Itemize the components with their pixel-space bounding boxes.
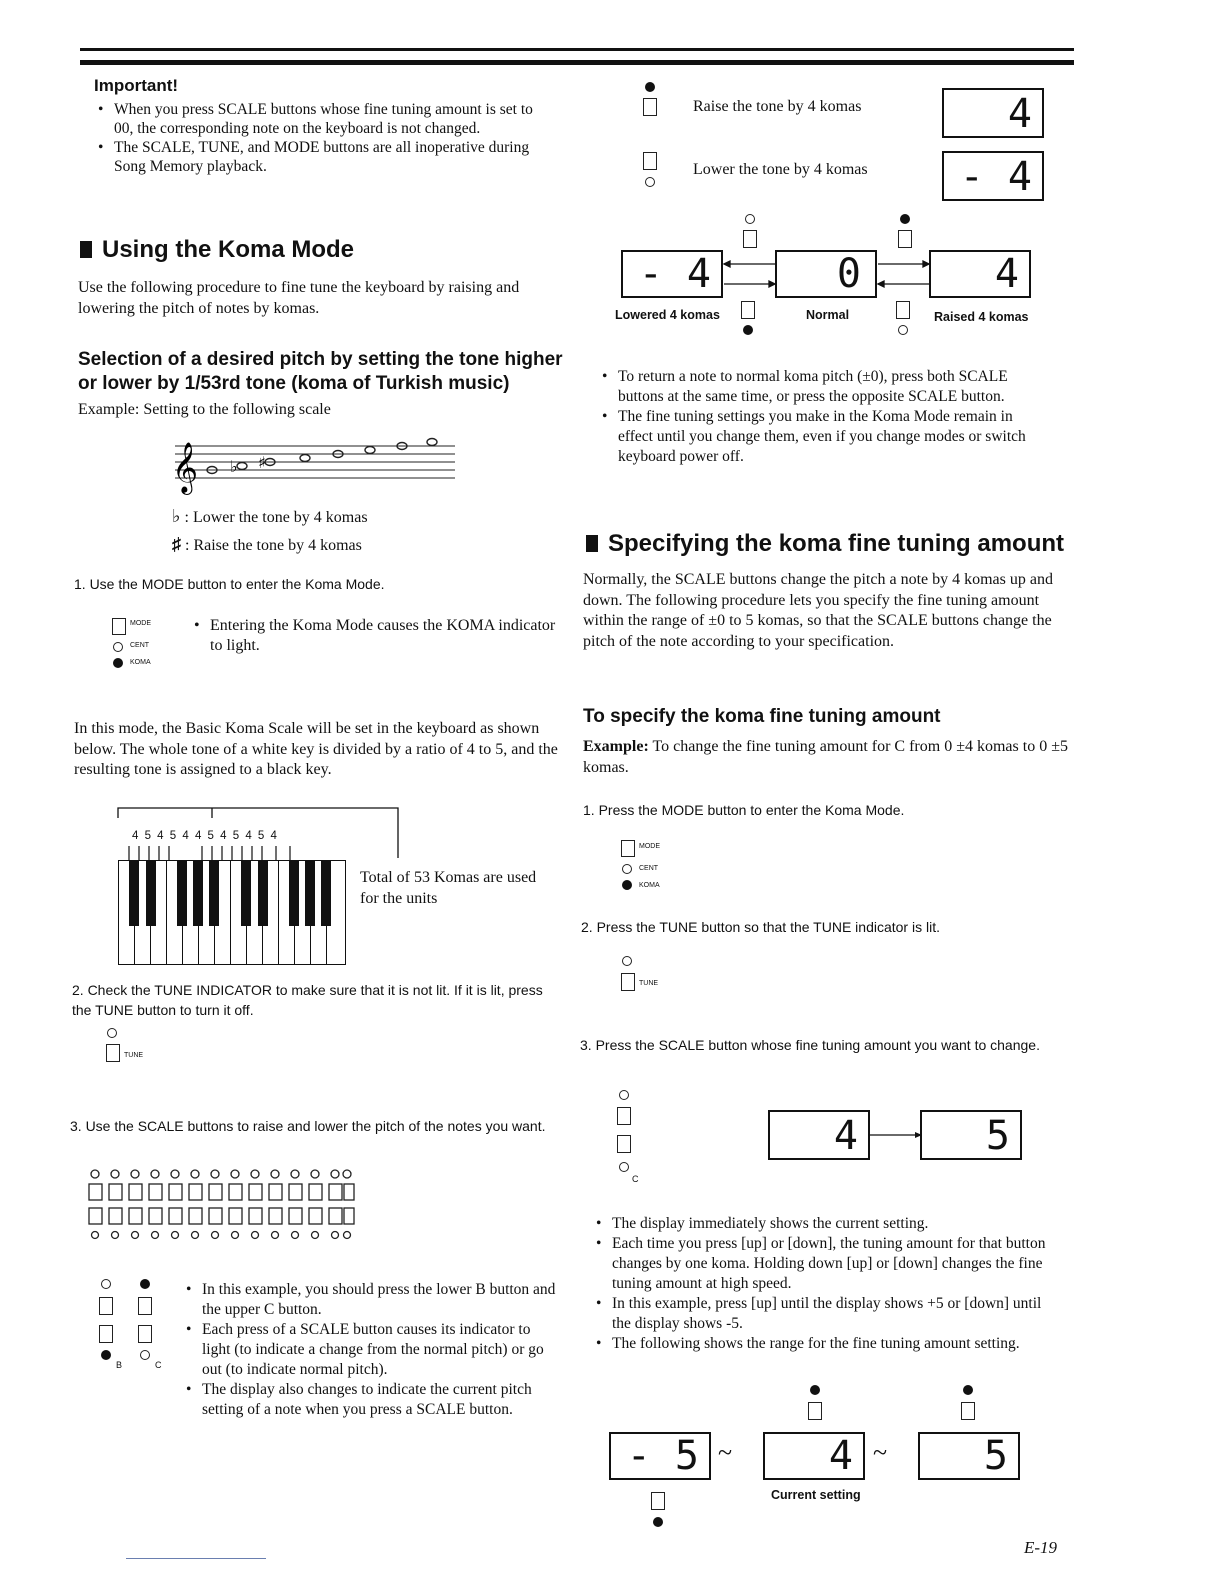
cent-label: CENT: [639, 865, 659, 872]
music-staff: [170, 430, 460, 500]
cent-indicator: [622, 864, 632, 874]
mode-button[interactable]: [621, 840, 635, 857]
low-bottom-indicator: [653, 1517, 663, 1527]
current-setting-caption: Current setting: [771, 1488, 861, 1502]
tune-label: TUNE: [124, 1052, 144, 1059]
raised-bottom-button[interactable]: [896, 301, 910, 319]
tune-panel-left: [104, 1028, 164, 1072]
koma-sub-heading-line2: or lower by 1/53rd tone (koma of Turkish music): [78, 373, 510, 394]
example-text: To change the fine tuning amount for C from 0 ±4 komas to 0 ±5 komas.: [583, 738, 1068, 776]
black-key: [289, 860, 299, 926]
range-mid-value: 4: [828, 1433, 853, 1479]
important-item: • When you press SCALE buttons whose fine tuning amount is set to 00, the corresponding note on the keyboard is not changed.: [98, 100, 538, 138]
lowered-caption: Lowered 4 komas: [615, 308, 720, 322]
low-bottom-button[interactable]: [651, 1492, 665, 1510]
lower-indicator: [645, 177, 655, 187]
koma-sub-heading: [78, 348, 568, 396]
header-rule-thin: [80, 48, 1074, 51]
fine-tuning-heading: [586, 530, 1064, 558]
koma-step-3: 3. Use the SCALE buttons to raise and lower the pitch of the notes you want.: [70, 1118, 546, 1134]
fine-step-2: 2. Press the TUNE button so that the TUNE indicator is lit.: [581, 919, 940, 935]
normal-caption: Normal: [806, 308, 850, 322]
fine-tuning-sub-heading: To specify the koma fine tuning amount: [583, 706, 941, 727]
koma-note: • The fine tuning settings you make in the Koma Mode remain in effect until you change them, even if you change modes or switch keyboard power off.: [602, 407, 1048, 467]
raised-display: [929, 250, 1031, 298]
koma-return-notes: [602, 367, 1048, 467]
heading-square-icon: [586, 535, 598, 552]
mode-label: MODE: [130, 620, 151, 627]
svg-text:♯: ♯: [258, 453, 266, 472]
fine-tuning-example: [583, 737, 1069, 778]
fine-note: • The following shows the range for the fine tuning amount setting.: [596, 1334, 1046, 1354]
black-key: [193, 860, 203, 926]
page-number: E-19: [1024, 1538, 1058, 1557]
tune-from-value: 4: [833, 1113, 858, 1159]
mid-top-button[interactable]: [808, 1402, 822, 1420]
b-lower-indicator: [101, 1350, 111, 1360]
tune-button[interactable]: [106, 1044, 120, 1062]
example-label: Example:: [583, 738, 649, 755]
raise-indicator: [645, 82, 655, 92]
mid-top-indicator: [810, 1385, 820, 1395]
raised-display-value: 4: [994, 251, 1019, 297]
header-rule-thick: [80, 60, 1074, 65]
b-upper-button[interactable]: [99, 1297, 113, 1315]
lowered-display-value: - 4: [638, 251, 711, 297]
black-key: [321, 860, 331, 926]
range-high-value: 5: [983, 1433, 1008, 1479]
lower-indicator: [619, 1162, 629, 1172]
lower-text: Lower the tone by 4 komas: [693, 161, 868, 178]
mode-button[interactable]: [112, 618, 126, 635]
lower-display-value: - 4: [959, 154, 1032, 200]
scale-buttons-right: [616, 1090, 656, 1185]
sharp-icon: ♯: [172, 534, 181, 554]
upper-scale-button[interactable]: [643, 98, 657, 116]
lower-scale-button[interactable]: [643, 152, 657, 170]
scale-buttons-array: [88, 1166, 358, 1244]
fine-step-1: 1. Press the MODE button to enter the Koma Mode.: [583, 802, 905, 818]
important-item: • The SCALE, TUNE, and MODE buttons are all inoperative during Song Memory playback.: [98, 138, 538, 176]
treble-clef-icon: 𝄞: [172, 442, 199, 493]
tilde-1: ~: [718, 1438, 733, 1467]
raised-top-indicator: [900, 214, 910, 224]
koma-mode-intro: Use the following procedure to fine tune the keyboard by raising and lowering the pitch of notes by komas.: [78, 279, 520, 317]
high-top-indicator: [963, 1385, 973, 1395]
koma-step-2: 2. Check the TUNE INDICATOR to make sure that it is not lit. If it is lit, press the TUNE button to turn it off.: [72, 982, 543, 1018]
b-label: B: [116, 1360, 123, 1370]
black-key: [241, 860, 251, 926]
tune-label: TUNE: [639, 980, 659, 987]
scale-note: • The display also changes to indicate the current pitch setting of a note when you press a SCALE button.: [186, 1380, 560, 1420]
tune-from-display: [768, 1110, 870, 1160]
koma-indicator: [113, 658, 123, 668]
koma-sub-heading-line1: Selection of a desired pitch by setting the tone higher: [78, 349, 563, 370]
koma-mode-heading-text: Using the Koma Mode: [102, 236, 355, 263]
tune-arrow: [868, 1130, 922, 1140]
koma-step1-notes: [194, 616, 560, 656]
cent-indicator: [113, 642, 123, 652]
lowered-bottom-indicator: [743, 325, 753, 335]
tilde-2: ~: [873, 1438, 888, 1467]
basic-koma-scale-text: In this mode, the Basic Koma Scale will be set in the keyboard as shown below. The whole tone of a white key is divided by a ratio of 4 to 5, and the resulting tone is assigned to a black key.: [74, 720, 558, 778]
fine-note: • The display immediately shows the current setting.: [596, 1214, 1046, 1234]
range-high-display: [918, 1432, 1020, 1480]
black-key: [177, 860, 187, 926]
black-key: [209, 860, 219, 926]
normal-display-value: 0: [836, 251, 861, 297]
b-lower-button[interactable]: [99, 1325, 113, 1343]
lower-display: [942, 151, 1044, 201]
important-list: [98, 100, 538, 176]
important-title: Important!: [94, 76, 179, 95]
c-lower-indicator: [140, 1350, 150, 1360]
lowered-display: [621, 250, 723, 298]
svg-text:♭: ♭: [230, 457, 238, 476]
raised-caption: Raised 4 komas: [934, 310, 1029, 324]
scale-step3-notes: [186, 1280, 560, 1420]
black-key: [129, 860, 139, 926]
mode-indicator-panel: [110, 618, 170, 673]
tune-to-value: 5: [985, 1113, 1010, 1159]
mode-label: MODE: [639, 843, 660, 850]
flat-legend-text: : Lower the tone by 4 komas: [184, 509, 368, 526]
scale-note: • In this example, you should press the lower B button and the upper C button.: [186, 1280, 560, 1320]
tune-indicator: [107, 1028, 117, 1038]
koma-label: KOMA: [639, 882, 660, 889]
transition-arrows: [720, 258, 935, 292]
c-label: C: [155, 1360, 162, 1370]
koma-mode-heading: [80, 236, 354, 264]
sharp-legend: [172, 534, 362, 557]
tune-button[interactable]: [621, 973, 635, 991]
fine-note: • In this example, press [up] until the display shows +5 or [down] until the display shows -5.: [596, 1294, 1046, 1334]
koma-indicator: [622, 880, 632, 890]
black-key: [146, 860, 156, 926]
range-mid-display: [763, 1432, 865, 1480]
range-low-value: - 5: [626, 1433, 699, 1479]
raise-lower-buttons: [642, 82, 658, 192]
upper-scale-button[interactable]: [617, 1107, 631, 1125]
high-top-button[interactable]: [961, 1402, 975, 1420]
lowered-top-indicator: [745, 214, 755, 224]
footer-rule: [126, 1558, 266, 1559]
fine-tuning-notes: [596, 1214, 1046, 1354]
koma-numbers: 4 5 4 5 4 4 5 4 5 4 5 4: [132, 830, 279, 842]
scale-bc-buttons: [98, 1276, 168, 1371]
lower-scale-button[interactable]: [617, 1135, 631, 1153]
scale-note: • Each press of a SCALE button causes its indicator to light (to indicate a change from the normal pitch) or go out (to indicate normal pitch).: [186, 1320, 560, 1380]
flat-icon: ♭: [172, 506, 181, 526]
raise-display-value: 4: [1007, 91, 1032, 137]
koma-label: KOMA: [130, 659, 151, 666]
c-upper-indicator: [140, 1279, 150, 1289]
range-low-display: [609, 1432, 711, 1480]
raise-display: [942, 88, 1044, 138]
lowered-top-button[interactable]: [743, 230, 757, 248]
raise-text: Raise the tone by 4 komas: [693, 98, 862, 115]
total-komas-label: Total of 53 Komas are used for the units: [360, 869, 537, 907]
b-upper-indicator: [101, 1279, 111, 1289]
fine-step-3: 3. Press the SCALE button whose fine tuning amount you want to change.: [580, 1037, 1040, 1053]
c-upper-button[interactable]: [138, 1297, 152, 1315]
lowered-bottom-button[interactable]: [741, 301, 755, 319]
black-key: [258, 860, 268, 926]
tune-to-display: [920, 1110, 1022, 1160]
sharp-legend-text: : Raise the tone by 4 komas: [185, 537, 362, 554]
c-label: C: [632, 1174, 639, 1184]
koma-step-1: 1. Use the MODE button to enter the Koma Mode.: [74, 576, 385, 592]
fine-tuning-intro: Normally, the SCALE buttons change the pitch a note by 4 komas up and down. The following procedure lets you specify the fine tuning amount within the range of ±0 to 5 komas, so that the SCALE buttons change the pitch of the note according to your specification.: [583, 571, 1053, 650]
tune-panel-right: [619, 956, 679, 1000]
upper-indicator: [619, 1090, 629, 1100]
fine-note: • Each time you press [up] or [down], the tuning amount for that button changes by one koma. Holding down [up] or [down] changes the fine tuning amount at high speed.: [596, 1234, 1046, 1294]
raised-bottom-indicator: [898, 325, 908, 335]
fine-tuning-heading-text: Specifying the koma fine tuning amount: [608, 530, 1065, 557]
keyboard-diagram: [118, 860, 346, 965]
mode-indicator-panel-right: [619, 840, 679, 895]
koma-step1-note: • Entering the Koma Mode causes the KOMA indicator to light.: [194, 616, 560, 656]
heading-square-icon: [80, 241, 92, 258]
koma-note: • To return a note to normal koma pitch (±0), press both SCALE buttons at the same time, or press the opposite SCALE button.: [602, 367, 1048, 407]
raised-top-button[interactable]: [898, 230, 912, 248]
cent-label: CENT: [130, 642, 150, 649]
flat-legend: [172, 506, 368, 529]
tune-indicator: [622, 956, 632, 966]
scale-example: Example: Setting to the following scale: [78, 401, 331, 418]
c-lower-button[interactable]: [138, 1325, 152, 1343]
black-key: [305, 860, 315, 926]
